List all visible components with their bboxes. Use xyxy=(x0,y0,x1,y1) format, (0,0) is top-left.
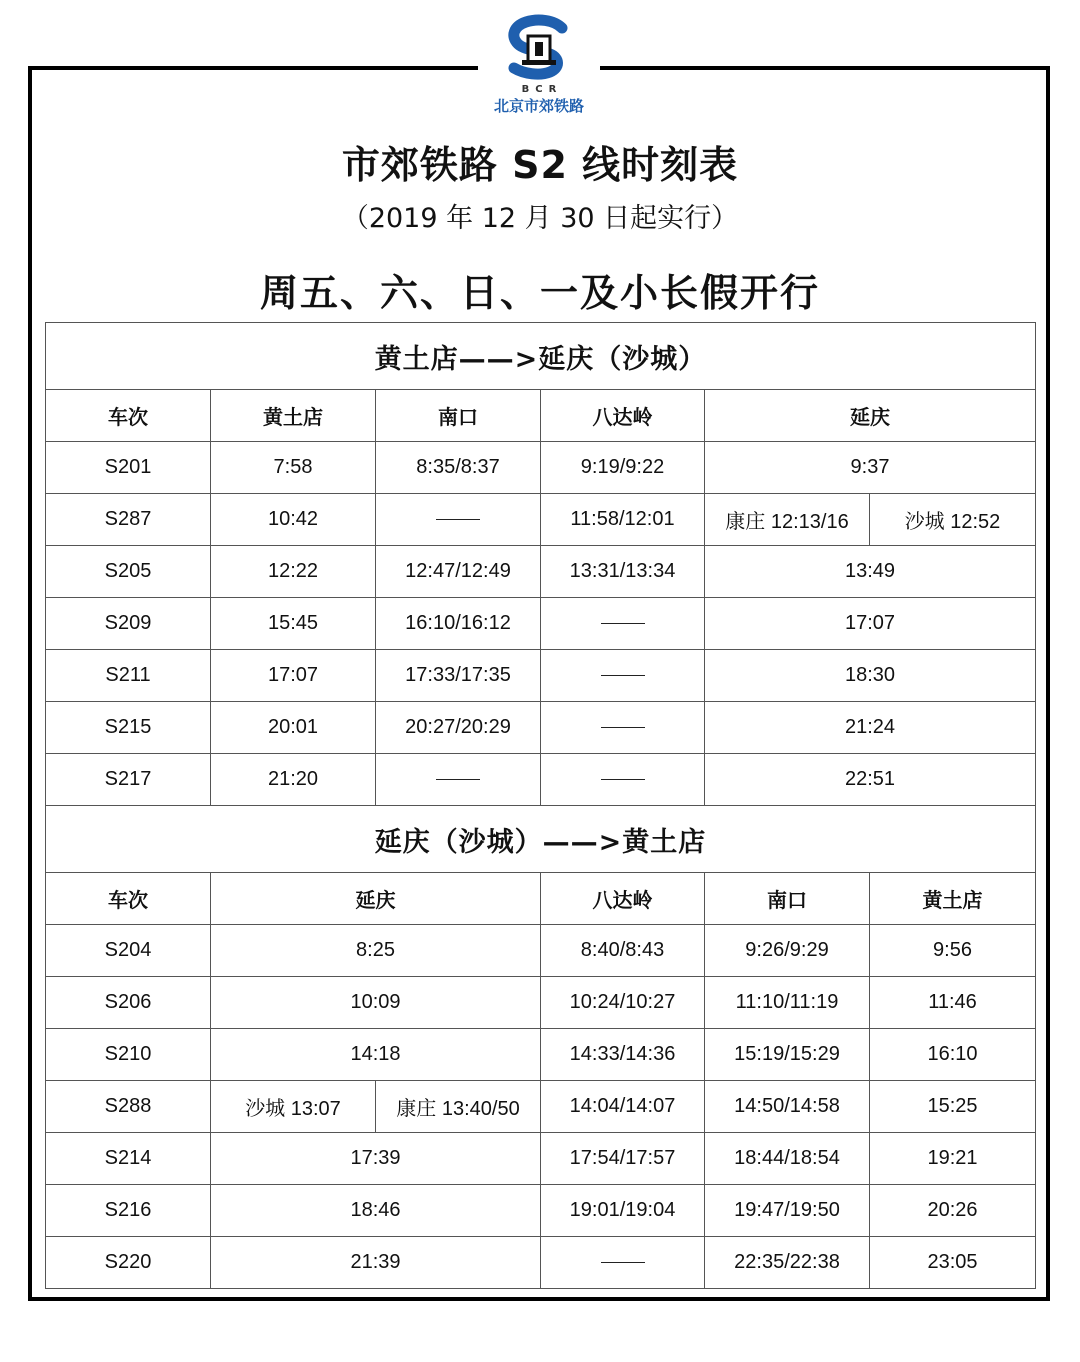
time-cell: 9:56 xyxy=(870,925,1036,977)
operating-days: 周五、六、日、一及小长假开行 xyxy=(259,271,820,315)
no-stop-cell xyxy=(541,650,705,702)
time-cell: 18:30 xyxy=(705,650,1036,702)
no-stop-dash xyxy=(601,727,645,728)
effective-date: （2019 年 12 月 30 日起实行） xyxy=(341,203,739,234)
table-row xyxy=(46,650,1036,702)
column-header: 延庆 xyxy=(211,873,541,925)
time-cell: 7:58 xyxy=(211,442,376,494)
time-cell: 8:35/8:37 xyxy=(376,442,541,494)
logo-org-name: 北京市郊铁路 xyxy=(493,97,584,115)
train-number: S217 xyxy=(46,754,211,806)
no-stop-dash xyxy=(601,779,645,780)
no-stop-dash xyxy=(601,623,645,624)
time-cell: 11:46 xyxy=(870,977,1036,1029)
train-number: S201 xyxy=(46,442,211,494)
time-cell: 15:19/15:29 xyxy=(705,1029,870,1081)
no-stop-dash xyxy=(601,1262,645,1263)
timetable xyxy=(45,322,1036,1289)
no-stop-cell xyxy=(541,1237,705,1289)
table-row xyxy=(46,546,1036,598)
train-number: S204 xyxy=(46,925,211,977)
time-cell: 18:46 xyxy=(211,1185,541,1237)
table-row xyxy=(46,494,1036,546)
column-header: 南口 xyxy=(705,873,870,925)
table-row xyxy=(46,702,1036,754)
time-cell: 17:07 xyxy=(211,650,376,702)
train-number: S287 xyxy=(46,494,211,546)
column-header: 八达岭 xyxy=(541,390,705,442)
table-row xyxy=(46,598,1036,650)
no-stop-cell xyxy=(376,494,541,546)
time-cell: 14:18 xyxy=(211,1029,541,1081)
table-row xyxy=(46,925,1036,977)
time-cell: 20:01 xyxy=(211,702,376,754)
time-cell: 15:45 xyxy=(211,598,376,650)
time-cell: 22:51 xyxy=(705,754,1036,806)
no-stop-cell xyxy=(541,702,705,754)
table-row xyxy=(46,1185,1036,1237)
bcr-logo xyxy=(478,14,600,115)
time-cell: 10:09 xyxy=(211,977,541,1029)
time-cell: 10:42 xyxy=(211,494,376,546)
time-cell: 10:24/10:27 xyxy=(541,977,705,1029)
time-cell: 20:26 xyxy=(870,1185,1036,1237)
train-number: S211 xyxy=(46,650,211,702)
direction-title: 黄土店——>延庆（沙城） xyxy=(46,323,1036,390)
no-stop-dash xyxy=(436,519,480,520)
time-cell: 16:10/16:12 xyxy=(376,598,541,650)
time-cell: 22:35/22:38 xyxy=(705,1237,870,1289)
time-cell: 17:54/17:57 xyxy=(541,1133,705,1185)
time-cell: 康庄 13:40/50 xyxy=(376,1081,541,1133)
time-cell: 19:01/19:04 xyxy=(541,1185,705,1237)
time-cell: 21:39 xyxy=(211,1237,541,1289)
time-cell: 沙城 13:07 xyxy=(211,1081,376,1133)
table-row xyxy=(46,1237,1036,1289)
time-cell: 21:24 xyxy=(705,702,1036,754)
no-stop-dash xyxy=(436,779,480,780)
time-cell: 17:07 xyxy=(705,598,1036,650)
column-header: 车次 xyxy=(46,390,211,442)
time-cell: 9:19/9:22 xyxy=(541,442,705,494)
bcr-logo-icon xyxy=(504,14,574,84)
time-cell: 18:44/18:54 xyxy=(705,1133,870,1185)
header-row xyxy=(46,390,1036,442)
time-cell: 19:21 xyxy=(870,1133,1036,1185)
table-row xyxy=(46,442,1036,494)
time-cell: 17:39 xyxy=(211,1133,541,1185)
column-header: 黄土店 xyxy=(870,873,1036,925)
train-number: S216 xyxy=(46,1185,211,1237)
train-number: S215 xyxy=(46,702,211,754)
table-row xyxy=(46,1133,1036,1185)
time-cell: 16:10 xyxy=(870,1029,1036,1081)
time-cell: 康庄 12:13/16 xyxy=(705,494,870,546)
no-stop-cell xyxy=(541,754,705,806)
time-cell: 15:25 xyxy=(870,1081,1036,1133)
time-cell: 21:20 xyxy=(211,754,376,806)
header-row xyxy=(46,873,1036,925)
time-cell: 12:47/12:49 xyxy=(376,546,541,598)
train-number: S288 xyxy=(46,1081,211,1133)
direction-row-outbound xyxy=(46,323,1036,390)
time-cell: 23:05 xyxy=(870,1237,1036,1289)
column-header: 延庆 xyxy=(705,390,1036,442)
column-header: 车次 xyxy=(46,873,211,925)
direction-row-inbound xyxy=(46,806,1036,873)
time-cell: 沙城 12:52 xyxy=(870,494,1036,546)
time-cell: 19:47/19:50 xyxy=(705,1185,870,1237)
time-cell: 12:22 xyxy=(211,546,376,598)
train-number: S209 xyxy=(46,598,211,650)
time-cell: 11:58/12:01 xyxy=(541,494,705,546)
column-header: 黄土店 xyxy=(211,390,376,442)
time-cell: 17:33/17:35 xyxy=(376,650,541,702)
train-number: S206 xyxy=(46,977,211,1029)
time-cell: 11:10/11:19 xyxy=(705,977,870,1029)
table-row xyxy=(46,1081,1036,1133)
train-number: S205 xyxy=(46,546,211,598)
time-cell: 14:04/14:07 xyxy=(541,1081,705,1133)
table-row xyxy=(46,754,1036,806)
column-header: 南口 xyxy=(376,390,541,442)
no-stop-cell xyxy=(376,754,541,806)
page-title: 市郊铁路 S2 线时刻表 xyxy=(341,143,739,187)
direction-title: 延庆（沙城）——>黄土店 xyxy=(46,806,1036,873)
time-cell: 13:49 xyxy=(705,546,1036,598)
train-number: S220 xyxy=(46,1237,211,1289)
train-number: S214 xyxy=(46,1133,211,1185)
time-cell: 13:31/13:34 xyxy=(541,546,705,598)
time-cell: 14:50/14:58 xyxy=(705,1081,870,1133)
time-cell: 14:33/14:36 xyxy=(541,1029,705,1081)
train-number: S210 xyxy=(46,1029,211,1081)
table-row xyxy=(46,1029,1036,1081)
column-header: 八达岭 xyxy=(541,873,705,925)
time-cell: 8:40/8:43 xyxy=(541,925,705,977)
time-cell: 20:27/20:29 xyxy=(376,702,541,754)
time-cell: 9:26/9:29 xyxy=(705,925,870,977)
no-stop-cell xyxy=(541,598,705,650)
time-cell: 9:37 xyxy=(705,442,1036,494)
table-row xyxy=(46,977,1036,1029)
no-stop-dash xyxy=(601,675,645,676)
logo-letters: BCR xyxy=(521,84,563,95)
time-cell: 8:25 xyxy=(211,925,541,977)
